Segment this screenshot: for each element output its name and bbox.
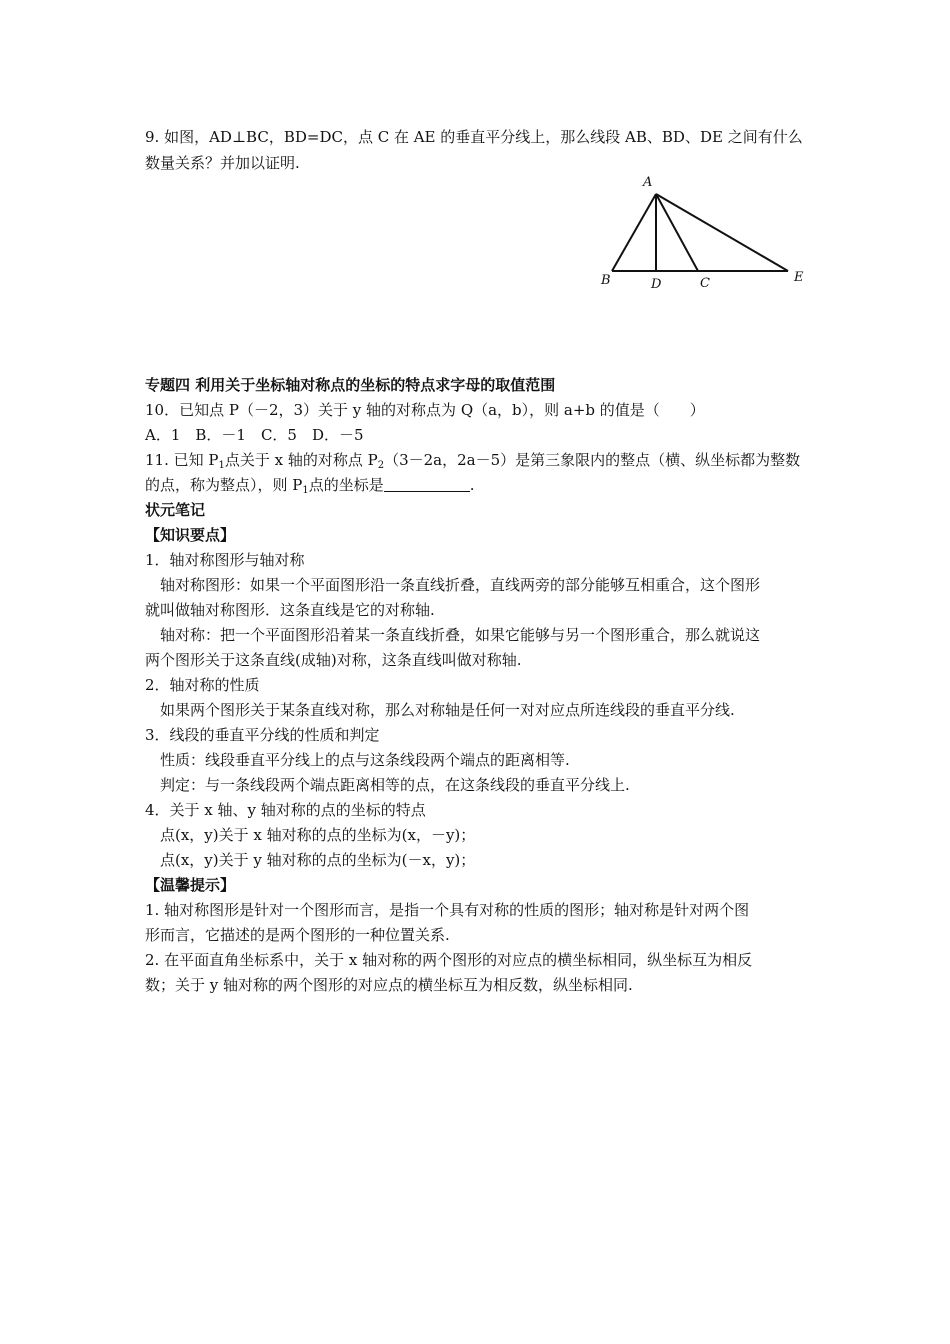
q10-options: A．1 B．－1 C．5 D．－5 (145, 426, 364, 444)
k3-title: 3．线段的垂直平分线的性质和判定 (145, 726, 380, 744)
q9-line-1: 9. 如图，AD⊥BC，BD=DC，点 C 在 AE 的垂直平分线上，那么线段 AB、BD、DE 之间有什么 (145, 128, 803, 146)
k1-p1-line-2: 就叫做轴对称图形．这条直线是它的对称轴. (145, 601, 435, 619)
k1-title: 1．轴对称图形与轴对称 (145, 551, 305, 569)
label-e: E (794, 270, 804, 285)
k4-title: 4．关于 x 轴、y 轴对称的点的坐标的特点 (145, 801, 426, 819)
answer-blank (384, 475, 470, 492)
k1-p2-line-2: 两个图形关于这条直线(成轴)对称，这条直线叫做对称轴. (145, 651, 522, 669)
q11-sub-1: 1 (218, 460, 225, 471)
q11-text-b: 点关于 x 轴的对称点 P (224, 451, 378, 469)
tip1-line-2: 形而言，它描述的是两个图形的一种位置关系. (145, 926, 450, 944)
label-b: B (601, 273, 611, 288)
k2-p1: 如果两个图形关于某条直线对称，那么对称轴是任何一对对应点所连线段的垂直平分线. (160, 701, 735, 719)
q11-text-d: 的点，称为整点），则 P (145, 476, 303, 494)
section-key-points: 【知识要点】 (145, 526, 236, 544)
topic4-title: 专题四 利用关于坐标轴对称点的坐标的特点求字母的取值范围 (145, 376, 556, 394)
k1-p2-line-1: 轴对称：把一个平面图形沿着某一条直线折叠，如果它能够与另一个图形重合，那么就说这 (160, 626, 761, 644)
tip2-line-1: 2. 在平面直角坐标系中，关于 x 轴对称的两个图形的对应点的横坐标相同，纵坐标互为相反 (145, 951, 753, 969)
q11-text-e: 点的坐标是 (308, 476, 384, 494)
k3-p1: 性质：线段垂直平分线上的点与这条线段两个端点的距离相等. (160, 751, 570, 769)
k4-p1: 点(x，y)关于 x 轴对称的点的坐标为(x，－y)； (160, 826, 476, 844)
k4-p2: 点(x，y)关于 y 轴对称的点的坐标为(－x，y)； (160, 851, 476, 869)
q11-text-end: . (469, 476, 475, 494)
tip2-line-2: 数；关于 y 轴对称的两个图形的对应点的横坐标互为相反数，纵坐标相同. (145, 976, 633, 994)
segment-ab (612, 194, 656, 271)
label-d: D (651, 277, 662, 292)
segment-ae (656, 194, 788, 271)
q11-line-2 (145, 473, 810, 498)
q11-sub-3: 1 (302, 485, 309, 496)
q11-line-1 (145, 448, 810, 473)
tip1-line-1: 1. 轴对称图形是针对一个图形而言，是指一个具有对称的性质的图形；轴对称是针对两个图 (145, 901, 750, 919)
label-c: C (700, 276, 710, 291)
q11-text-c: （3－2a，2a－5）是第三象限内的整点（横、纵坐标都为整数 (384, 451, 801, 469)
q11-sub-2: 2 (377, 460, 385, 471)
q10-text: 10．已知点 P（－2，3）关于 y 轴的对称点为 Q（a，b），则 a+b 的值是（ ） (145, 401, 705, 419)
k1-p1-line-1: 轴对称图形：如果一个平面图形沿一条直线折叠，直线两旁的部分能够互相重合，这个图形 (160, 576, 761, 594)
notes-title: 状元笔记 (145, 501, 206, 519)
q11-text-a: 11. 已知 P (145, 451, 219, 469)
k2-title: 2．轴对称的性质 (145, 676, 260, 694)
section-tips: 【温馨提示】 (145, 876, 236, 894)
label-a: A (643, 175, 653, 190)
q9-line-2: 数量关系？并加以证明. (145, 154, 300, 172)
k3-p2: 判定：与一条线段两个端点距离相等的点，在这条线段的垂直平分线上. (160, 776, 630, 794)
triangle-figure (590, 170, 820, 300)
